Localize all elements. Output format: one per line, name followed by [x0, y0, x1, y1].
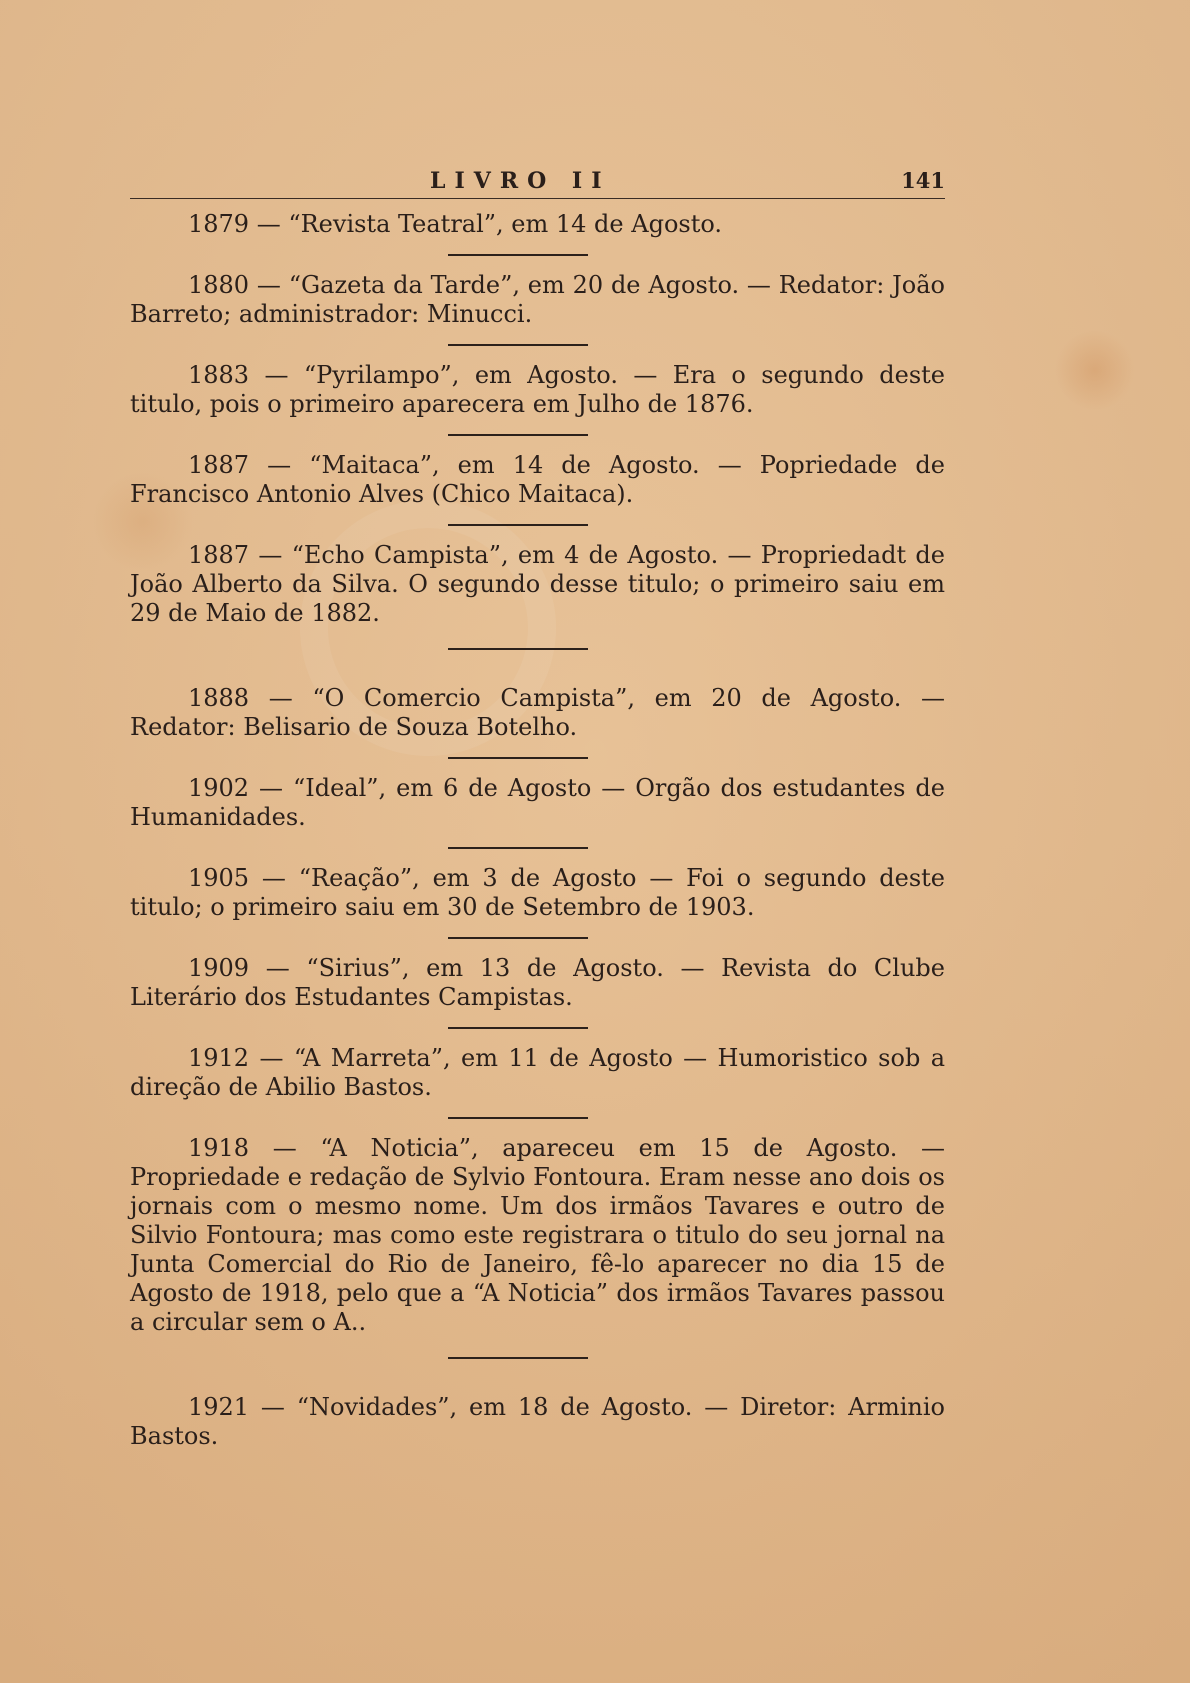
separator-rule [448, 757, 588, 759]
separator-rule [448, 1117, 588, 1119]
separator-rule [448, 1027, 588, 1029]
entry-1918: 1918 — “A Noticia”, apareceu em 15 de Agosto. — Propriedade e redação de Sylvio Fontoura. Eram nesse ano dois os jornais com o mesmo nome. Um dos irmãos Tavares e outro de Silvio Fontoura; mas como este registrara o titulo do seu jornal na Junta Comercial do Rio de Janeiro, fê-lo aparecer no dia 15 de Agosto de 1918, pelo que a “A Noticia” dos irmãos Tavares passou a circular sem o A.. [130, 1134, 945, 1336]
separator-rule [448, 434, 588, 436]
separator-rule [448, 937, 588, 939]
entry-1921: 1921 — “Novidades”, em 18 de Agosto. — Diretor: Arminio Bastos. [130, 1393, 945, 1450]
entry-1879: 1879 — “Revista Teatral”, em 14 de Agosto. [188, 210, 723, 238]
entry-1887-maitaca: 1887 — “Maitaca”, em 14 de Agosto. — Popriedade de Francisco Antonio Alves (Chico Maitaca). [130, 451, 945, 508]
entries-list [130, 210, 945, 1451]
page-number: 141 [901, 168, 945, 193]
separator-rule [448, 344, 588, 346]
separator-rule [448, 1357, 588, 1359]
separator-rule [448, 648, 588, 650]
running-header [130, 168, 945, 199]
entry-1883: 1883 — “Pyrilampo”, em Agosto. — Era o segundo deste titulo, pois o primeiro aparecera em Julho de 1876. [130, 361, 945, 418]
separator-rule [448, 524, 588, 526]
separator-rule [448, 254, 588, 256]
entry-1905: 1905 — “Reação”, em 3 de Agosto — Foi o segundo deste titulo; o primeiro saiu em 30 de Setembro de 1903. [130, 864, 945, 921]
entry-1888: 1888 — “O Comercio Campista”, em 20 de Agosto. — Redator: Belisario de Souza Botelho. [130, 684, 945, 741]
entry-1887-echo: 1887 — “Echo Campista”, em 4 de Agosto. — Propriedadt de João Alberto da Silva. O segundo desse titulo; o primeiro saiu em 29 de Maio de 1882. [130, 541, 945, 627]
entry-1880: 1880 — “Gazeta da Tarde”, em 20 de Agosto. — Redator: João Barreto; administrador: Minucci. [130, 271, 945, 328]
entry-1909: 1909 — “Sirius”, em 13 de Agosto. — Revista do Clube Literário dos Estudantes Campistas. [130, 954, 945, 1011]
entry-1902: 1902 — “Ideal”, em 6 de Agosto — Orgão dos estudantes de Humanidades. [130, 774, 945, 831]
separator-rule [448, 847, 588, 849]
header-title: LIVRO II [430, 168, 611, 194]
entry-1912: 1912 — “A Marreta”, em 11 de Agosto — Humoristico sob a direção de Abilio Bastos. [130, 1044, 945, 1101]
